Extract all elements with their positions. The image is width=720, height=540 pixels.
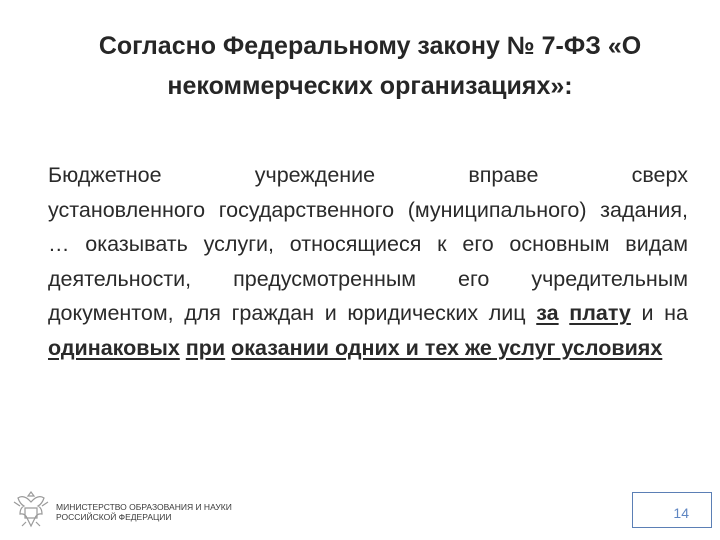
emphasis-odinakovyh: одинаковых bbox=[48, 335, 180, 360]
word-2: учреждение bbox=[254, 163, 376, 187]
word-1: Бюджетное bbox=[48, 163, 162, 187]
body-first-line bbox=[48, 158, 688, 193]
coat-of-arms-icon bbox=[10, 486, 52, 532]
emphasis-za: за bbox=[536, 301, 559, 325]
page-number: 14 bbox=[673, 505, 689, 521]
word-4: сверх bbox=[631, 163, 688, 187]
slide-body-text bbox=[48, 158, 688, 365]
ministry-name bbox=[56, 502, 256, 522]
body-paragraph bbox=[48, 193, 688, 366]
body-text-b: и на bbox=[630, 301, 688, 325]
word-3: вправе bbox=[468, 163, 539, 187]
body-text-a: установленного государственного (муниципального) задания, … оказывать услуги, относящиеся к его основным видам деятельности, предусмотренным его учредительным документом, для граждан и юридических лиц bbox=[48, 197, 688, 325]
slide-title: Согласно Федеральному закону № 7-ФЗ «О некоммерческих организациях»: bbox=[98, 32, 642, 100]
emphasis-pri: при bbox=[185, 335, 226, 360]
emphasis-tail: оказании одних и тех же услуг условиях bbox=[231, 335, 663, 360]
emphasis-platu: плату bbox=[569, 301, 631, 325]
ministry-line-2: РОССИЙСКОЙ ФЕДЕРАЦИИ bbox=[56, 512, 172, 522]
ministry-line-1: МИНИСТЕРСТВО ОБРАЗОВАНИЯ И НАУКИ bbox=[56, 502, 232, 512]
page-number-box bbox=[632, 492, 712, 528]
